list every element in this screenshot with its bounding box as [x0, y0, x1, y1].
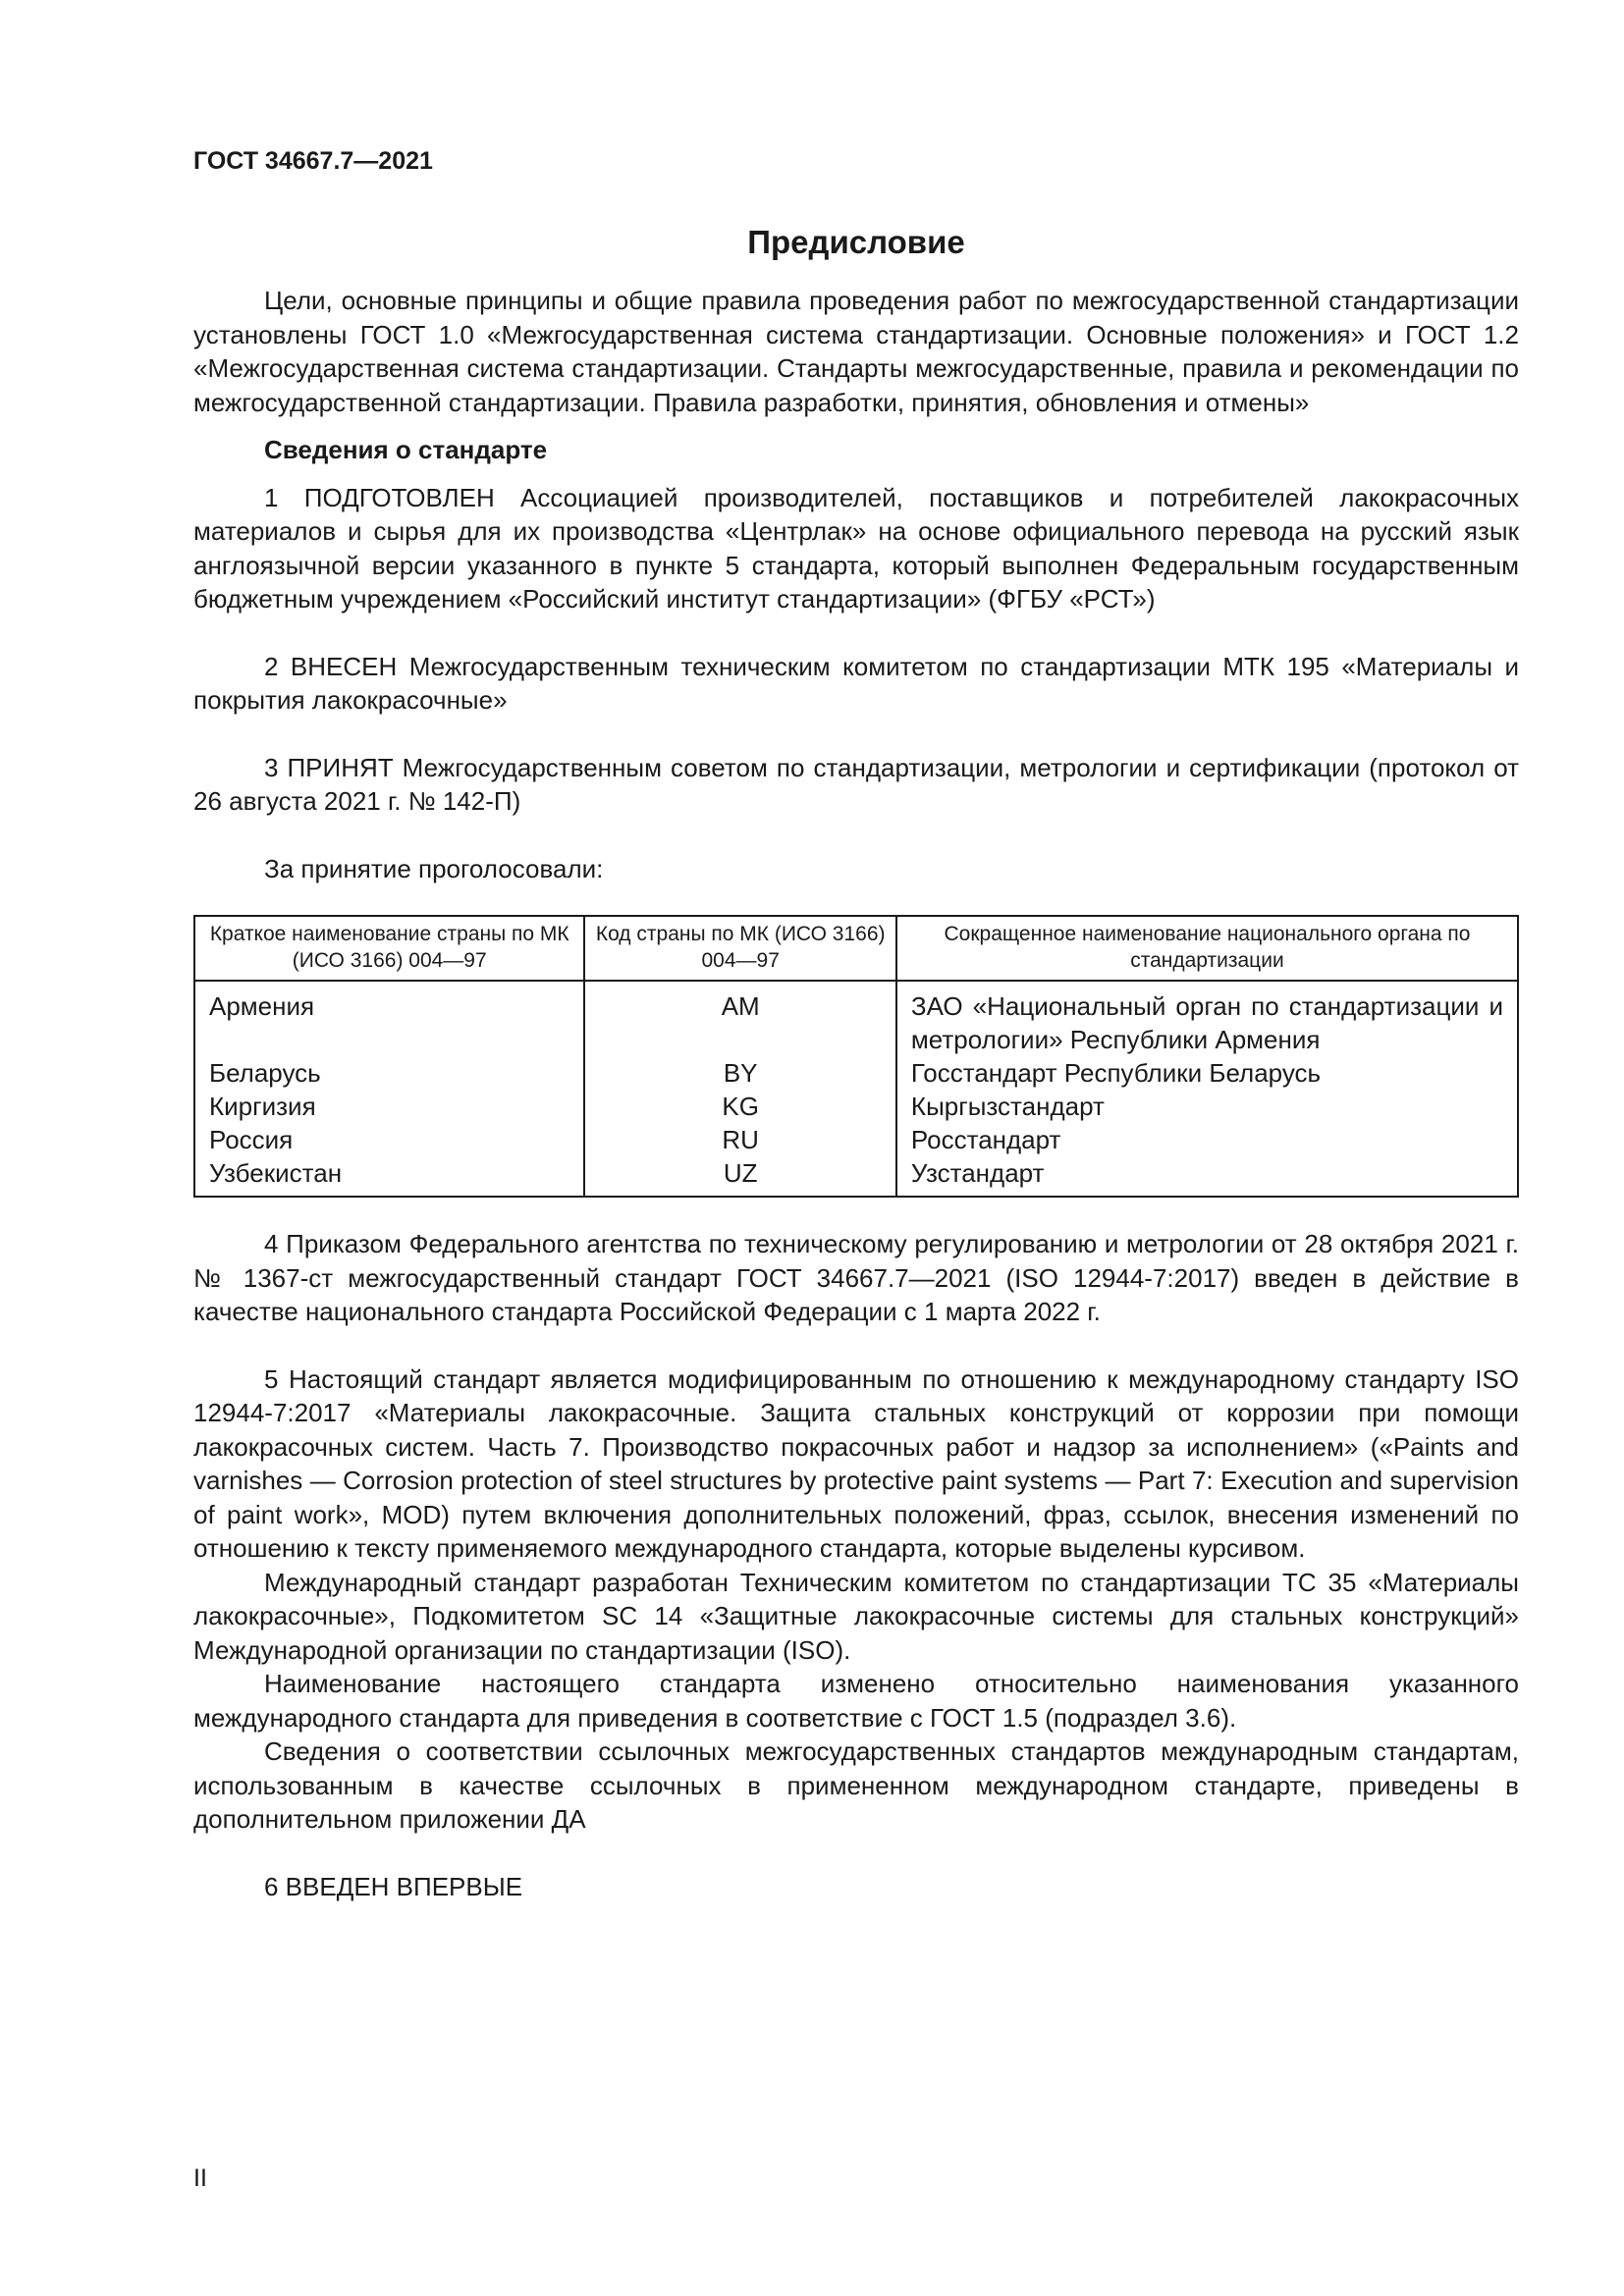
country-name-cell: Беларусь	[194, 1056, 584, 1090]
item-6-paragraph: 6 ВВЕДЕН ВПЕРВЫЕ	[264, 1871, 523, 1901]
table-header-row	[194, 916, 1518, 981]
table-row	[194, 981, 1518, 1056]
item-5-name-paragraph: Наименование настоящего стандарта изменено относительно наименования указанного международного стандарта для приведения в соответствие с ГОСТ 1.5 (подраздел 3.6).	[193, 1669, 1519, 1733]
section-heading: Сведения о стандарте	[264, 435, 548, 464]
country-name-cell: Россия	[194, 1123, 584, 1156]
item-1-paragraph: 1 ПОДГОТОВЛЕН Ассоциацией производителей, поставщиков и потребителей лакокрасочных материалов и сырья для их производства «Центрлак» на основе официального перевода на русский язык англоязычной версии указанного в пункте 5 стандарта, который выполнен Федеральным государственным бюджетным учреждением «Российский институт стандартизации» (ФГБУ «РСТ»)	[193, 482, 1519, 614]
column-header-country-code: Код страны по МК (ИСО 3166) 004—97	[584, 916, 895, 981]
item-5-international-paragraph: Международный стандарт разработан Техническим комитетом по стандартизации TC 35 «Материалы лакокрасочные», Подкомитетом SC 14 «Защитные лакокрасочные системы для стальных конструкций» Международной организации по стандартизации (ISO).	[193, 1567, 1519, 1665]
item-2-paragraph: 2 ВНЕСЕН Межгосударственным техническим комитетом по стандартизации МТК 195 «Материалы и покрытия лакокрасочные»	[193, 651, 1519, 715]
national-body-cell: Кыргызстандарт	[896, 1090, 1518, 1123]
country-code-cell: KG	[584, 1090, 895, 1123]
page-title: Предисловие	[747, 224, 965, 260]
column-header-national-body: Сокращенное наименование национального органа по стандартизации	[896, 916, 1518, 981]
country-code-cell: AM	[584, 981, 895, 1056]
country-name-cell: Киргизия	[194, 1090, 584, 1123]
item-3-paragraph: 3 ПРИНЯТ Межгосударственным советом по стандартизации, метрологии и сертификации (протокол от 26 августа 2021 г. № 142-П)	[193, 752, 1519, 816]
table-row	[194, 1156, 1518, 1197]
table-row	[194, 1090, 1518, 1123]
table-row	[194, 1056, 1518, 1090]
country-name-cell: Армения	[194, 981, 584, 1056]
foreword-content	[193, 284, 1519, 1903]
intro-paragraph: Цели, основные принципы и общие правила проведения работ по межгосударственной стандартизации установлены ГОСТ 1.0 «Межгосударственная система стандартизации. Основные положения» и ГОСТ 1.2 «Межгосударственная система стандартизации. Стандарты межгосударственные, правила и рекомендации по межгосударственной стандартизации. Правила разработки, принятия, обновления и отмены»	[193, 286, 1519, 417]
page-number: II	[193, 2164, 207, 2192]
voting-table	[193, 915, 1519, 1198]
country-code-cell: RU	[584, 1123, 895, 1156]
item-5-references-paragraph: Сведения о соответствии ссылочных межгосударственных стандартов международным стандартам, использованным в качестве ссылочных в примененном международном стандарте, приведены в дополнительном приложении ДА	[193, 1736, 1519, 1834]
national-body-cell: Узстандарт	[896, 1156, 1518, 1197]
document-header: ГОСТ 34667.7—2021	[193, 147, 433, 175]
country-code-cell: UZ	[584, 1156, 895, 1197]
item-5-paragraph: 5 Настоящий стандарт является модифицированным по отношению к международному стандарту ISO 12944-7:2017 «Материалы лакокрасочные. Защита стальных конструкций от коррозии при помощи лакокрасочных систем. Часть 7. Производство покрасочных работ и надзор за исполнением» («Paints and varnishes — Corrosion protection of steel structures by protective paint systems — Part 7: Execution and supervision of paint work», MOD) путем включения дополнительных положений, фраз, ссылок, внесения изменений по отношению к тексту применяемого международного стандарта, которые выделены курсивом.	[193, 1363, 1519, 1563]
column-header-country-name: Краткое наименование страны по МК (ИСО 3166) 004—97	[194, 916, 584, 981]
vote-intro: За принятие проголосовали:	[264, 853, 604, 883]
national-body-cell: Госстандарт Республики Беларусь	[896, 1056, 1518, 1090]
country-code-cell: BY	[584, 1056, 895, 1090]
table-row	[194, 1123, 1518, 1156]
country-name-cell: Узбекистан	[194, 1156, 584, 1197]
national-body-cell: ЗАО «Национальный орган по стандартизации и метрологии» Республики Армения	[896, 981, 1518, 1056]
national-body-cell: Росстандарт	[896, 1123, 1518, 1156]
item-4-paragraph: 4 Приказом Федерального агентства по техническому регулированию и метрологии от 28 октября 2021 г. № 1367-ст межгосударственный стандарт ГОСТ 34667.7—2021 (ISO 12944-7:2017) введен в действие в качестве национального стандарта Российской Федерации с 1 марта 2022 г.	[193, 1229, 1519, 1326]
